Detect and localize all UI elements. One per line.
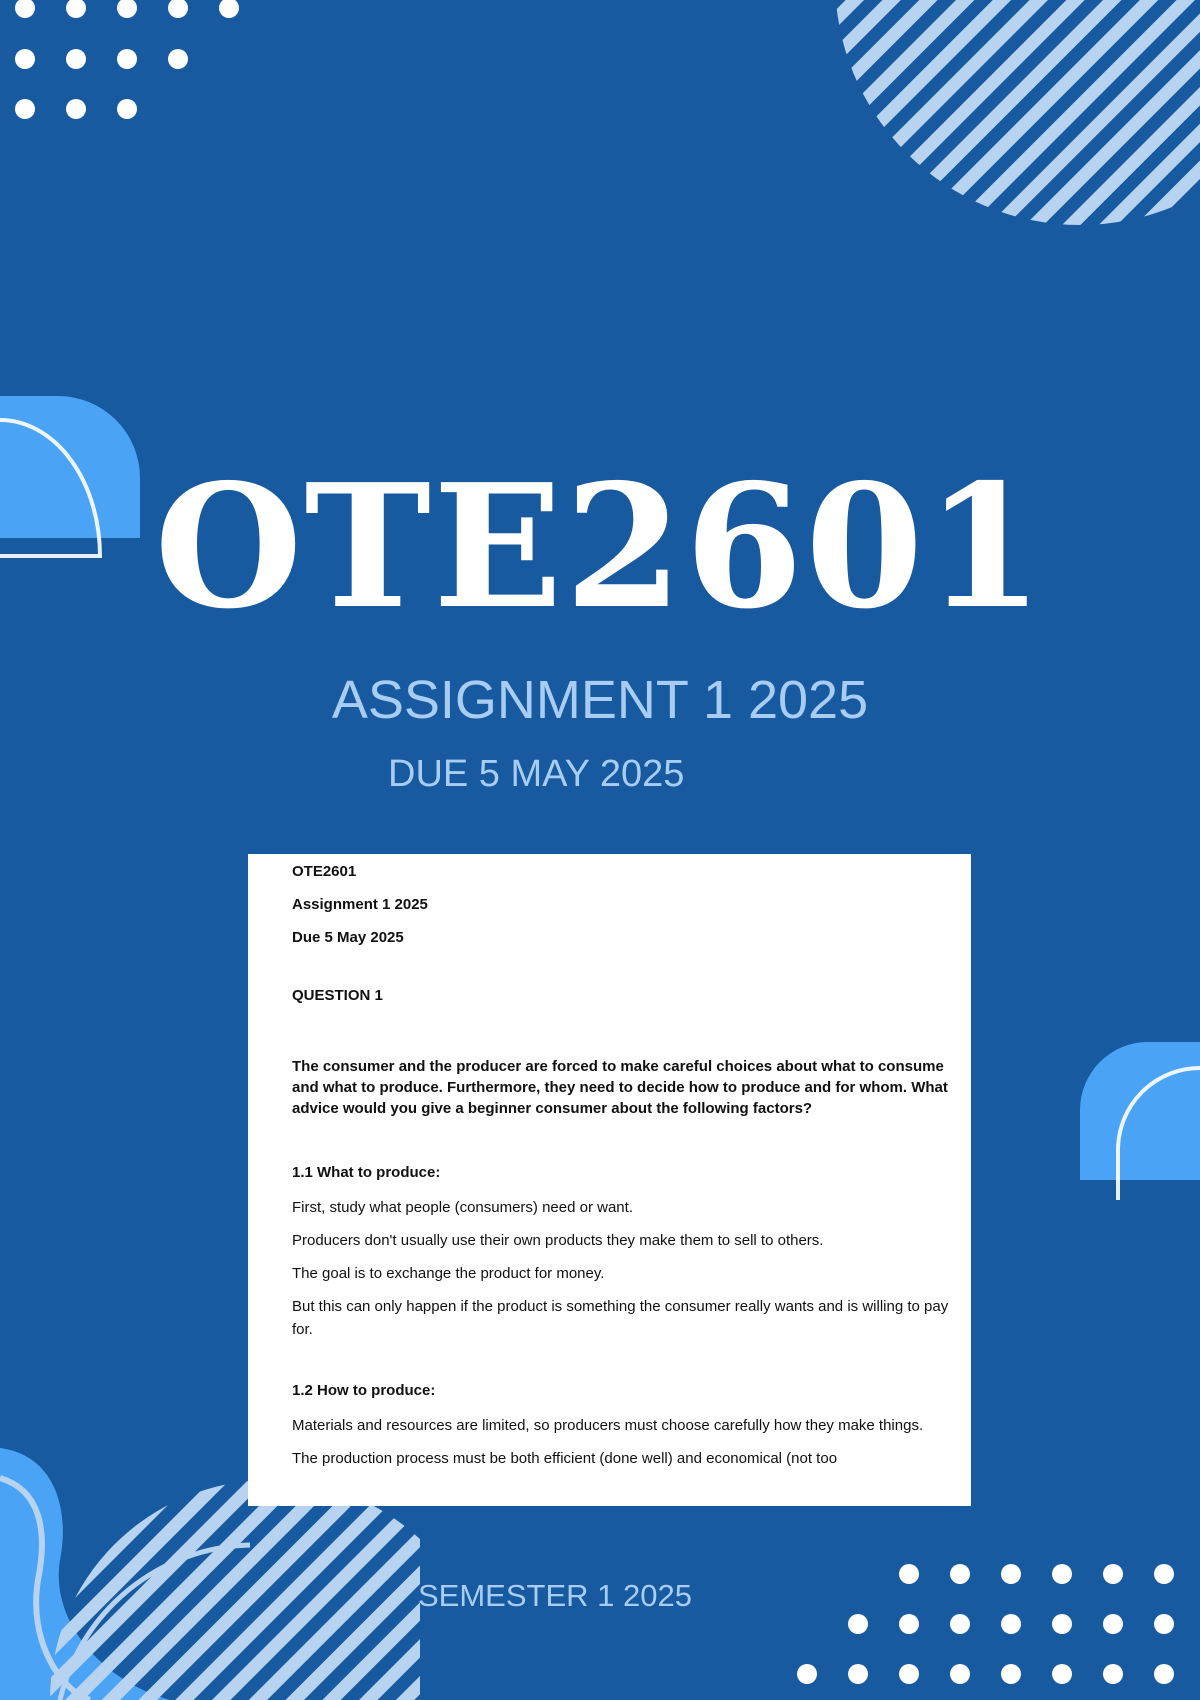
preview-paragraph: Producers don't usually use their own products they make them to sell to others.: [292, 1232, 824, 1249]
semester-label: SEMESTER 1 2025: [418, 1578, 692, 1613]
dot-grid-top-left: [15, 0, 239, 119]
preview-question-heading: QUESTION 1: [292, 987, 383, 1004]
dot-grid-bottom-right: [797, 1564, 1174, 1684]
preview-paragraph: But this can only happen if the product is something the consumer really wants and is willing to pay for.: [292, 1298, 949, 1338]
quarter-circle-right: [1080, 1042, 1200, 1200]
preview-paragraph: First, study what people (consumers) need or want.: [292, 1199, 633, 1216]
preview-paragraph: Materials and resources are limited, so producers must choose carefully how they make things.: [292, 1417, 924, 1434]
course-code-title: OTE2601: [154, 447, 1046, 647]
due-date: DUE 5 MAY 2025: [388, 753, 685, 795]
preview-due-date: Due 5 May 2025: [292, 929, 404, 946]
assignment-subtitle: ASSIGNMENT 1 2025: [331, 670, 869, 730]
preview-paragraph: The goal is to exchange the product for money.: [292, 1265, 605, 1282]
preview-course-code: OTE2601: [292, 863, 357, 880]
preview-question-intro: The consumer and the producer are forced to make careful choices about what to consume and what to produce. Furthermore, they need to decide how to produce and for whom. What advice would you give a beginner consumer about the following factors?: [292, 1058, 948, 1117]
striped-circle-top-right: [835, 0, 1200, 225]
preview-assignment: Assignment 1 2025: [292, 896, 428, 913]
preview-paragraph: The production process must be both efficient (done well) and economical (not too: [292, 1450, 838, 1467]
document-preview: [248, 854, 971, 1506]
preview-section-1-title: 1.1 What to produce:: [292, 1164, 441, 1181]
preview-section-2-title: 1.2 How to produce:: [292, 1382, 436, 1399]
